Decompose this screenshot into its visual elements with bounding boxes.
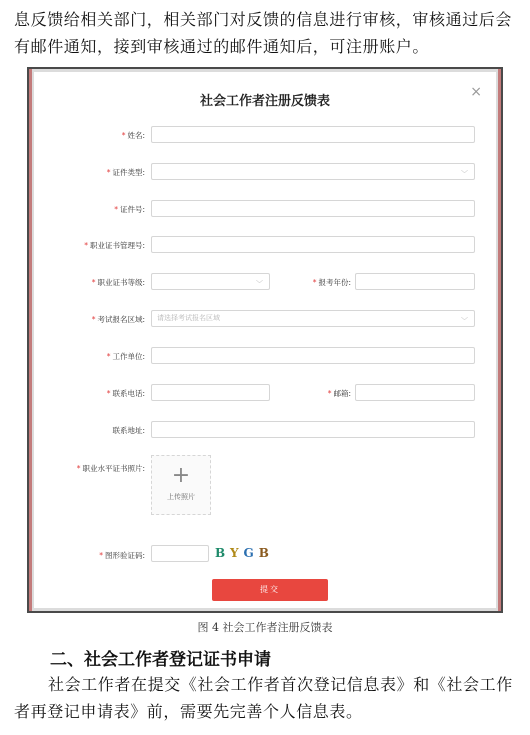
employer-input[interactable]: [151, 347, 475, 364]
exam-year-label: * 报考年份:: [312, 278, 351, 287]
cert-photo-label: * 职业水平证书照片:: [76, 464, 145, 473]
form-screenshot: [27, 67, 503, 613]
id-number-label: * 证件号:: [114, 205, 145, 214]
chevron-down-icon: ﹀: [461, 170, 468, 178]
id-type-label: * 证件类型:: [106, 168, 145, 177]
exam-year-input[interactable]: [355, 273, 475, 290]
cert-level-label: * 职业证书等级:: [91, 278, 145, 287]
captcha-char: B: [215, 546, 230, 560]
background-stripe-right: [498, 69, 501, 611]
cert-level-select[interactable]: [151, 273, 270, 290]
captcha-image[interactable]: [215, 546, 274, 560]
email-label: * 邮箱:: [327, 389, 351, 398]
phone-label: * 联系电话:: [106, 389, 145, 398]
modal-title: 社会工作者注册反馈表: [199, 94, 330, 109]
figure-caption: 图 4 社会工作者注册反馈表: [197, 621, 333, 634]
background-stripe-left: [29, 69, 32, 611]
intro-paragraph: 息反馈给相关部门，相关部门对反馈的信息进行审核，审核通过后会有邮件通知，接到审核通过的邮件通知后，可注册账户。: [14, 10, 513, 56]
close-icon[interactable]: ×: [470, 84, 482, 100]
captcha-label: * 图形验证码:: [99, 551, 145, 560]
upload-label: 上传照片: [167, 493, 195, 501]
chevron-down-icon: ﹀: [256, 280, 263, 288]
name-label: * 姓名:: [121, 131, 145, 140]
cert-number-label: * 职业证书管理号:: [84, 241, 145, 250]
body-paragraph: 社会工作者在提交《社会工作者首次登记信息表》和《社会工作者再登记申请表》前，需要先完善个人信息表。: [14, 675, 513, 721]
photo-upload-button[interactable]: [151, 455, 211, 515]
email-input[interactable]: [355, 384, 475, 401]
captcha-char: B: [258, 546, 274, 560]
exam-region-select[interactable]: [151, 310, 475, 327]
plus-icon: +: [171, 463, 191, 488]
chevron-down-icon: ﹀: [461, 317, 468, 325]
id-type-select[interactable]: [151, 163, 475, 180]
exam-region-placeholder: 请选择考试报名区域: [157, 314, 220, 322]
id-number-input[interactable]: [151, 200, 475, 217]
exam-region-label: * 考试报名区域:: [91, 315, 145, 324]
submit-button[interactable]: 提交: [212, 579, 328, 601]
section-heading: 二、社会工作者登记证书申请: [50, 650, 271, 670]
name-input[interactable]: [151, 126, 475, 143]
captcha-char: G: [243, 546, 259, 560]
phone-input[interactable]: [151, 384, 270, 401]
cert-number-input[interactable]: [151, 236, 475, 253]
address-label: 联系地址:: [112, 426, 145, 435]
registration-feedback-modal: [34, 72, 496, 608]
captcha-input[interactable]: [151, 545, 209, 562]
captcha-char: Y: [229, 546, 244, 560]
address-input[interactable]: [151, 421, 475, 438]
employer-label: * 工作单位:: [106, 352, 145, 361]
